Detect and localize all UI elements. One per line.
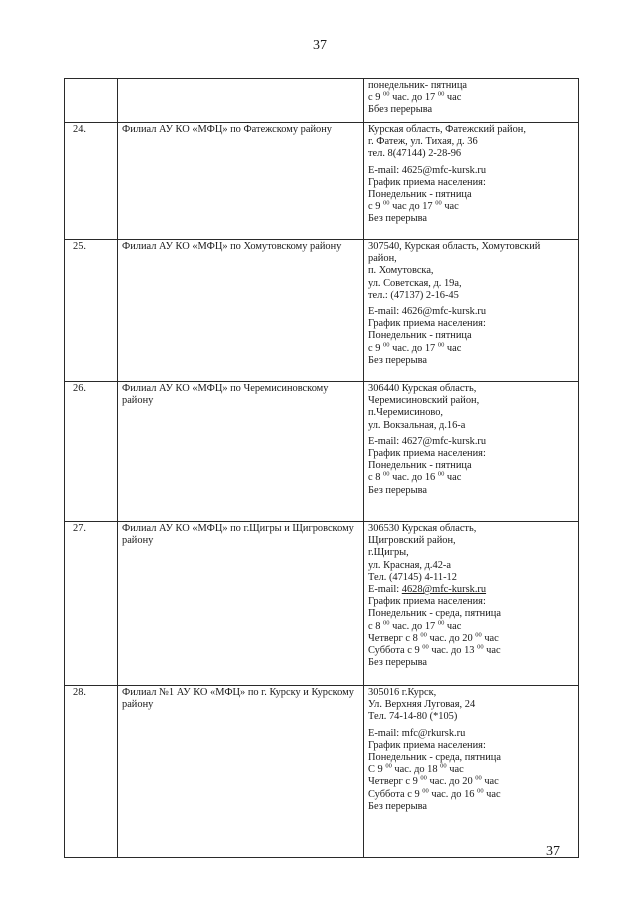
page-number-bottom: 37 <box>546 844 560 859</box>
table-row <box>65 686 579 858</box>
email-line: E-mail: mfc@rkursk.ru <box>368 727 466 739</box>
branches-table <box>64 78 579 858</box>
address-line: п.Черемисиново, <box>368 407 444 419</box>
branch-name: Филиал АУ КО «МФЦ» по Хомутовскому району <box>122 241 342 252</box>
branch-name: Филиал АУ КО «МФЦ» по Фатежскому району <box>122 124 332 135</box>
schedule-hours: Суббота с 9 $^{00}$ час. до 13 $^{00}$ час <box>368 643 501 657</box>
address-line: ул. Красная, д.42-а <box>368 559 451 571</box>
address-line: район, <box>368 253 397 265</box>
schedule-break: Без перерыва <box>368 657 427 669</box>
row-number: 28. <box>73 687 86 698</box>
info-cell <box>364 240 579 382</box>
branch-name: Филиал №1 АУ КО «МФЦ» по г. Курску и Курскому району <box>122 687 354 711</box>
email-line: E-mail: 4628@mfc-kursk.ru <box>368 584 487 596</box>
schedule-hours: С 9 $^{00}$ час. до 18 $^{00}$ час <box>368 762 464 776</box>
table-row <box>65 123 579 240</box>
name-cell <box>118 123 364 240</box>
table-row <box>65 79 579 123</box>
schedule-title: График приема населения: <box>368 176 486 188</box>
schedule-hours: Суббота с 9 $^{00}$ час. до 16 $^{00}$ час <box>368 787 501 800</box>
row-number: 27. <box>73 523 86 534</box>
email-link[interactable]: 4628@mfc-kursk.ru <box>401 584 487 596</box>
schedule-hours: Четверг с 8 $^{00}$ час. до 20 $^{00}$ час <box>368 631 499 644</box>
info-cell <box>364 79 579 123</box>
address-line: Курская область, Фатежский район, <box>368 124 526 135</box>
schedule-days: понедельник- пятница <box>368 80 468 91</box>
schedule-days: Понедельник - пятница <box>368 330 472 342</box>
schedule-break: Ббез перерыва <box>368 104 433 116</box>
schedule-days: Понедельник - среда, пятница <box>368 608 501 620</box>
schedule-title: График приема населения: <box>368 596 486 608</box>
phone-line: тел. 8(47144) 2-28-96 <box>368 148 462 160</box>
address-line: г. Фатеж, ул. Тихая, д. 36 <box>368 136 478 148</box>
table-row <box>65 522 579 686</box>
num-cell <box>65 123 118 240</box>
schedule-break: Без перерыва <box>368 800 427 812</box>
name-cell <box>118 240 364 382</box>
name-cell <box>118 522 364 686</box>
schedule-hours: с 9 $^{00}$ час до 17 $^{00}$ час <box>368 199 459 213</box>
schedule-hours: с 9 $^{00}$ час. до 17 $^{00}$ час <box>368 341 462 354</box>
address-line: ул. Советская, д. 19а, <box>368 277 462 289</box>
schedule-hours: с 8 $^{00}$ час. до 16 $^{00}$ час <box>368 470 462 484</box>
schedule-hours: с 8 $^{00}$ час. до 17 $^{00}$ час <box>368 619 462 632</box>
schedule-break: Без перерыва <box>368 354 427 366</box>
schedule-break: Без перерыва <box>368 484 427 496</box>
table-row <box>65 382 579 522</box>
phone-line: Тел. 74-14-80 (*105) <box>368 711 458 723</box>
email-line: E-mail: 4626@mfc-kursk.ru <box>368 306 487 318</box>
phone-line: тел.: (47137) 2-16-45 <box>368 289 459 301</box>
branch-name: Филиал АУ КО «МФЦ» по Черемисиновскому району <box>122 383 329 407</box>
num-cell <box>65 79 118 123</box>
address-line: Щигровский район, <box>368 535 456 547</box>
schedule-hours: с 9 $^{00}$ час. до 17 $^{00}$ час <box>368 90 462 104</box>
info-cell <box>364 686 579 858</box>
row-number: 25. <box>73 241 86 252</box>
schedule-hours: Четверг с 9 $^{00}$ час. до 20 $^{00}$ час <box>368 774 499 788</box>
num-cell <box>65 522 118 686</box>
address-line: 305016 г.Курск, <box>368 687 437 698</box>
info-cell <box>364 382 579 522</box>
schedule-days: Понедельник - среда, пятница <box>368 752 501 764</box>
name-cell <box>118 79 364 123</box>
address-line: ул. Вокзальная, д.16-а <box>368 419 466 431</box>
row-number: 26. <box>73 383 86 394</box>
schedule-days: Понедельник - пятница <box>368 189 472 201</box>
schedule-title: График приема населения: <box>368 448 486 460</box>
address-line: г.Щигры, <box>368 547 409 559</box>
address-line: п. Хомутовска, <box>368 265 434 277</box>
schedule-days: Понедельник - пятница <box>368 460 472 472</box>
num-cell <box>65 240 118 382</box>
row-number: 24. <box>73 124 86 135</box>
address-line: 307540, Курская область, Хомутовский <box>368 241 541 252</box>
page-number-top: 37 <box>313 38 327 53</box>
table-row <box>65 240 579 382</box>
num-cell <box>65 382 118 522</box>
phone-line: Тел. (47145) 4-11-12 <box>368 571 457 583</box>
num-cell <box>65 686 118 858</box>
name-cell <box>118 382 364 522</box>
schedule-title: График приема населения: <box>368 739 486 751</box>
address-line: Ул. Верхняя Луговая, 24 <box>368 699 476 711</box>
info-cell <box>364 522 579 686</box>
name-cell <box>118 686 364 858</box>
branch-name: Филиал АУ КО «МФЦ» по г.Щигры и Щигровскому району <box>122 523 354 547</box>
email-line: E-mail: 4625@mfc-kursk.ru <box>368 164 487 176</box>
email-line: E-mail: 4627@mfc-kursk.ru <box>368 435 487 447</box>
address-line: 306530 Курская область, <box>368 523 477 534</box>
schedule-break: Без перерыва <box>368 213 427 225</box>
address-line: Черемисиновский район, <box>368 395 480 407</box>
schedule-title: График приема населения: <box>368 318 486 330</box>
info-cell <box>364 123 579 240</box>
address-line: 306440 Курская область, <box>368 383 477 394</box>
